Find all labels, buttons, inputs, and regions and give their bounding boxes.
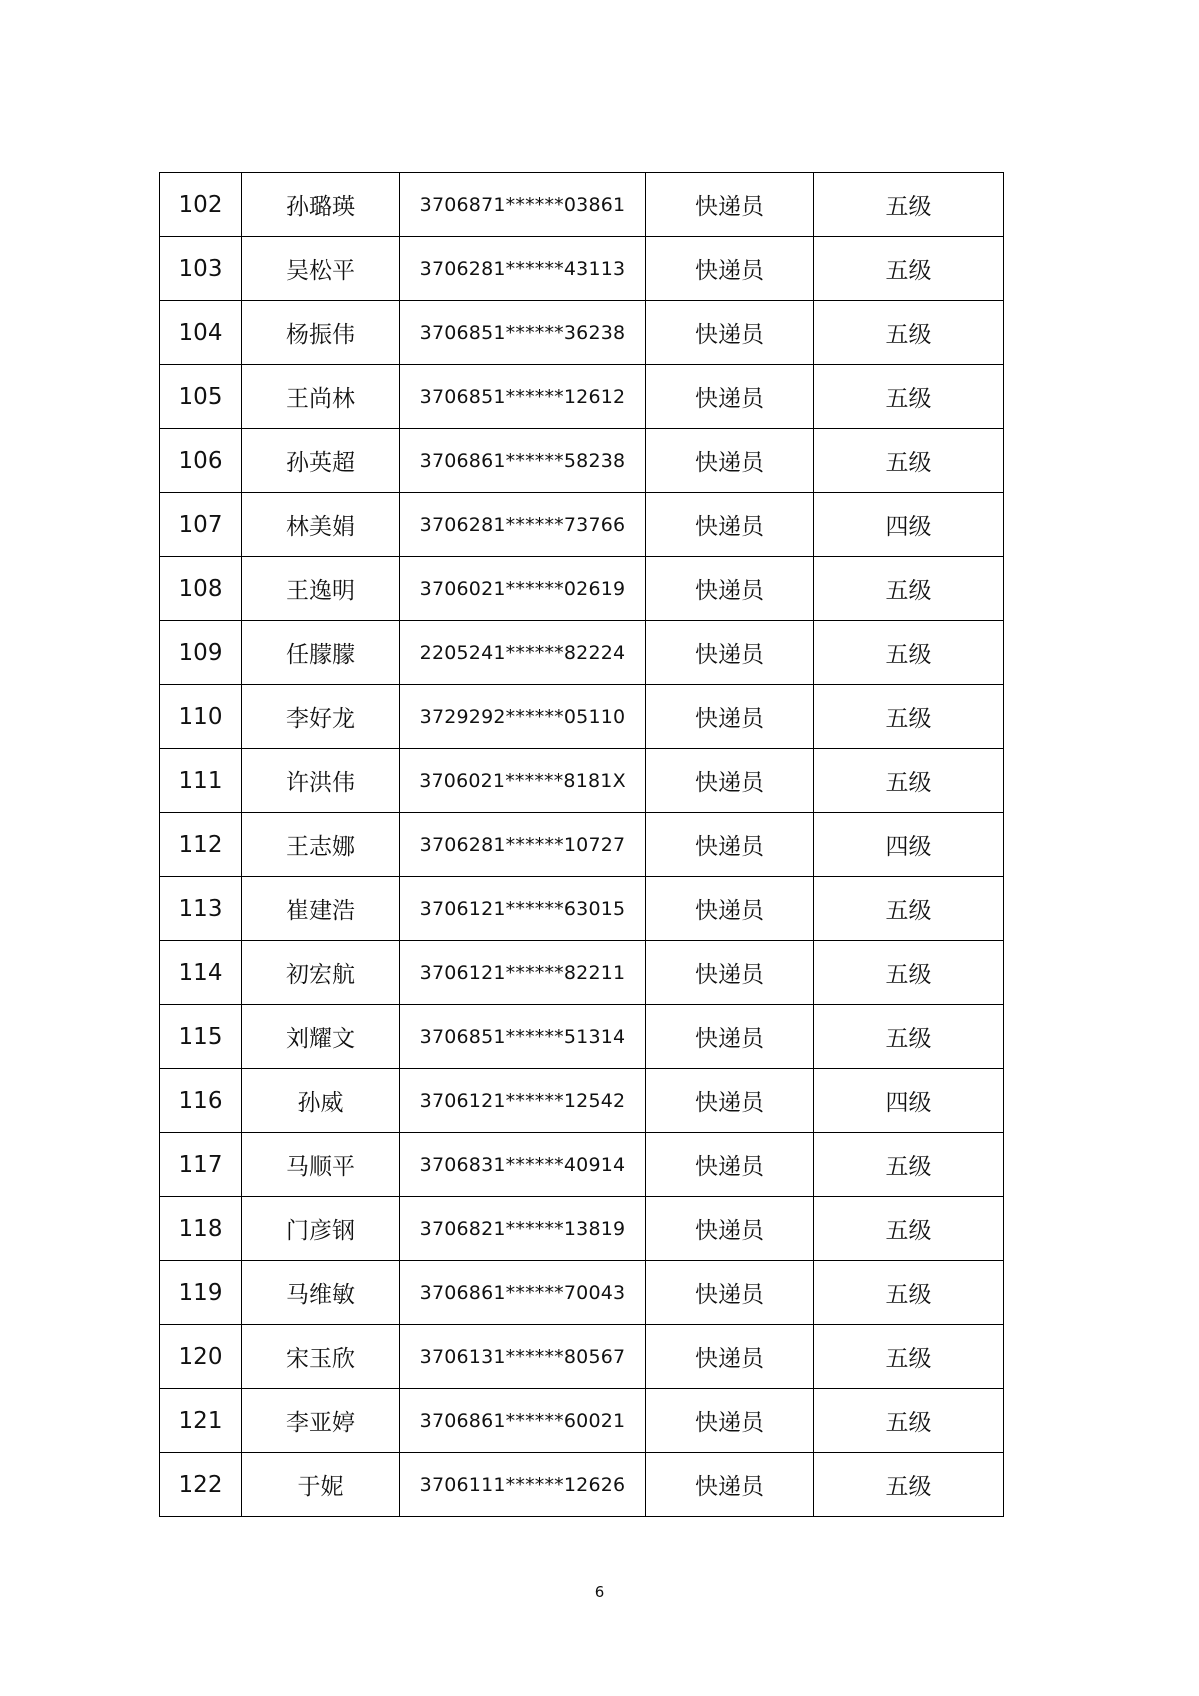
occupation-cell: 快递员 [646,1261,814,1325]
row-number-cell: 122 [160,1453,242,1517]
table-row [160,1005,1004,1069]
table-row [160,1133,1004,1197]
level-cell: 四级 [814,813,1004,877]
row-number-cell: 104 [160,301,242,365]
row-number-cell: 103 [160,237,242,301]
table-row [160,1069,1004,1133]
roster-table [159,172,1004,1517]
occupation-cell: 快递员 [646,557,814,621]
row-number-cell: 107 [160,493,242,557]
name-cell: 孙威 [242,1069,400,1133]
level-cell: 五级 [814,749,1004,813]
occupation-cell: 快递员 [646,1133,814,1197]
occupation-cell: 快递员 [646,1453,814,1517]
row-number-cell: 105 [160,365,242,429]
row-number-cell: 102 [160,173,242,237]
id-number-cell: 3706861******58238 [400,429,646,493]
name-cell: 许洪伟 [242,749,400,813]
id-number-cell: 3706281******43113 [400,237,646,301]
name-cell: 任朦朦 [242,621,400,685]
row-number-cell: 113 [160,877,242,941]
level-cell: 五级 [814,1325,1004,1389]
name-cell: 王尚林 [242,365,400,429]
occupation-cell: 快递员 [646,429,814,493]
id-number-cell: 3706121******63015 [400,877,646,941]
id-number-cell: 3706851******51314 [400,1005,646,1069]
table-row [160,557,1004,621]
name-cell: 马顺平 [242,1133,400,1197]
name-cell: 于妮 [242,1453,400,1517]
id-number-cell: 3706281******73766 [400,493,646,557]
id-number-cell: 3706121******82211 [400,941,646,1005]
table-row [160,941,1004,1005]
occupation-cell: 快递员 [646,1389,814,1453]
row-number-cell: 121 [160,1389,242,1453]
name-cell: 杨振伟 [242,301,400,365]
page-number: 6 [594,1583,605,1601]
id-number-cell: 3706861******70043 [400,1261,646,1325]
occupation-cell: 快递员 [646,813,814,877]
occupation-cell: 快递员 [646,1197,814,1261]
table-row [160,1453,1004,1517]
table-row [160,1325,1004,1389]
occupation-cell: 快递员 [646,877,814,941]
row-number-cell: 114 [160,941,242,1005]
row-number-cell: 109 [160,621,242,685]
occupation-cell: 快递员 [646,1005,814,1069]
level-cell: 五级 [814,1197,1004,1261]
name-cell: 王志娜 [242,813,400,877]
level-cell: 五级 [814,365,1004,429]
name-cell: 孙璐瑛 [242,173,400,237]
level-cell: 五级 [814,877,1004,941]
table-row [160,429,1004,493]
occupation-cell: 快递员 [646,365,814,429]
level-cell: 五级 [814,1261,1004,1325]
id-number-cell: 3729292******05110 [400,685,646,749]
table-row [160,685,1004,749]
occupation-cell: 快递员 [646,173,814,237]
level-cell: 五级 [814,429,1004,493]
level-cell: 五级 [814,1453,1004,1517]
occupation-cell: 快递员 [646,621,814,685]
occupation-cell: 快递员 [646,1069,814,1133]
roster-table-body [160,173,1004,1517]
row-number-cell: 106 [160,429,242,493]
occupation-cell: 快递员 [646,749,814,813]
row-number-cell: 116 [160,1069,242,1133]
table-row [160,301,1004,365]
occupation-cell: 快递员 [646,941,814,1005]
name-cell: 刘耀文 [242,1005,400,1069]
name-cell: 宋玉欣 [242,1325,400,1389]
level-cell: 五级 [814,685,1004,749]
level-cell: 五级 [814,941,1004,1005]
occupation-cell: 快递员 [646,493,814,557]
row-number-cell: 119 [160,1261,242,1325]
id-number-cell: 3706851******36238 [400,301,646,365]
occupation-cell: 快递员 [646,1325,814,1389]
level-cell: 五级 [814,1389,1004,1453]
occupation-cell: 快递员 [646,237,814,301]
name-cell: 门彦钢 [242,1197,400,1261]
table-row [160,173,1004,237]
row-number-cell: 112 [160,813,242,877]
id-number-cell: 2205241******82224 [400,621,646,685]
id-number-cell: 3706131******80567 [400,1325,646,1389]
table-row [160,813,1004,877]
table-row [160,365,1004,429]
occupation-cell: 快递员 [646,685,814,749]
table-row [160,1197,1004,1261]
occupation-cell: 快递员 [646,301,814,365]
row-number-cell: 117 [160,1133,242,1197]
level-cell: 四级 [814,1069,1004,1133]
table-row [160,877,1004,941]
row-number-cell: 110 [160,685,242,749]
id-number-cell: 3706021******8181X [400,749,646,813]
level-cell: 五级 [814,173,1004,237]
name-cell: 王逸明 [242,557,400,621]
name-cell: 孙英超 [242,429,400,493]
id-number-cell: 3706851******12612 [400,365,646,429]
table-row [160,1389,1004,1453]
id-number-cell: 3706121******12542 [400,1069,646,1133]
name-cell: 吴松平 [242,237,400,301]
id-number-cell: 3706111******12626 [400,1453,646,1517]
name-cell: 李好龙 [242,685,400,749]
id-number-cell: 3706281******10727 [400,813,646,877]
level-cell: 五级 [814,1005,1004,1069]
level-cell: 五级 [814,1133,1004,1197]
name-cell: 初宏航 [242,941,400,1005]
level-cell: 五级 [814,301,1004,365]
id-number-cell: 3706021******02619 [400,557,646,621]
table-row [160,621,1004,685]
name-cell: 马维敏 [242,1261,400,1325]
level-cell: 五级 [814,557,1004,621]
level-cell: 五级 [814,621,1004,685]
table-row [160,493,1004,557]
table-row [160,1261,1004,1325]
row-number-cell: 108 [160,557,242,621]
id-number-cell: 3706871******03861 [400,173,646,237]
id-number-cell: 3706821******13819 [400,1197,646,1261]
level-cell: 五级 [814,237,1004,301]
name-cell: 林美娟 [242,493,400,557]
row-number-cell: 118 [160,1197,242,1261]
id-number-cell: 3706861******60021 [400,1389,646,1453]
name-cell: 崔建浩 [242,877,400,941]
row-number-cell: 115 [160,1005,242,1069]
table-row [160,749,1004,813]
row-number-cell: 120 [160,1325,242,1389]
level-cell: 四级 [814,493,1004,557]
id-number-cell: 3706831******40914 [400,1133,646,1197]
name-cell: 李亚婷 [242,1389,400,1453]
table-row [160,237,1004,301]
row-number-cell: 111 [160,749,242,813]
